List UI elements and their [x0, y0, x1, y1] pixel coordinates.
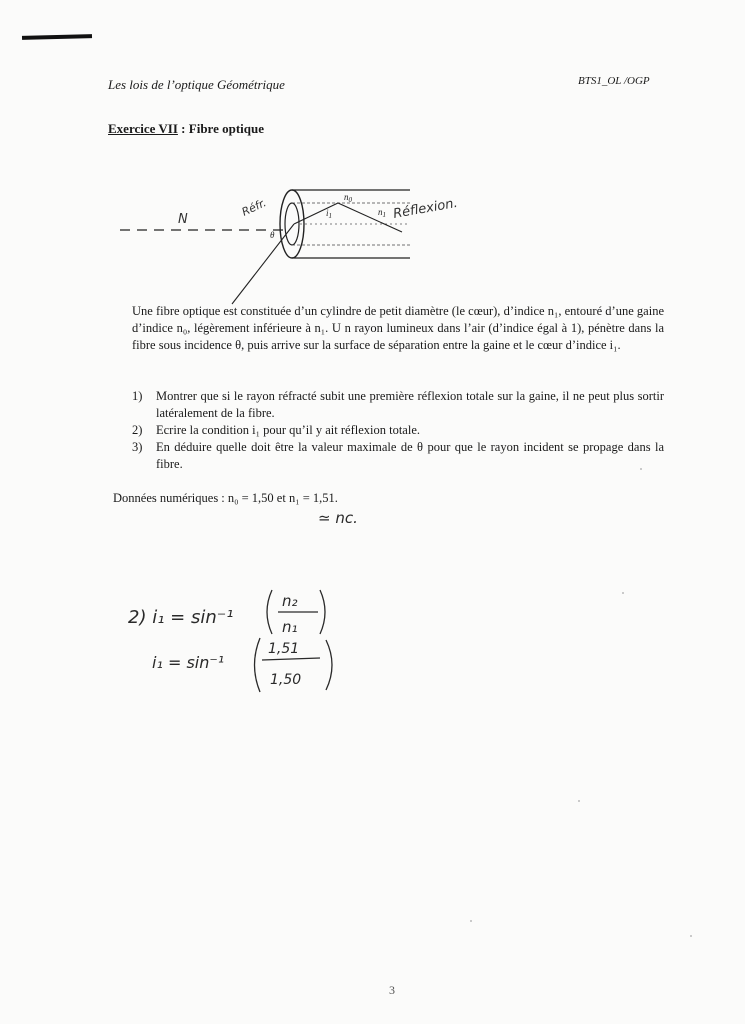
hand-refr: Réfr. [239, 196, 269, 219]
hand-line2-paren-right [326, 640, 332, 690]
header-course-title: Les lois de l’optique Géométrique [108, 77, 285, 92]
hand-N: N [178, 212, 188, 227]
question-text: Ecrire la condition i₁ pour qu’il y ait réflexion totale. [156, 423, 420, 437]
hand-line1-num: n₂ [282, 592, 298, 610]
question-number: 3) [132, 440, 143, 454]
exercise-topic: Fibre optique [188, 121, 265, 136]
hand-line1-den: n₁ [282, 618, 298, 636]
exercise-number: Exercice VII [108, 121, 178, 136]
label-n0: $n_0$ [344, 192, 352, 204]
scan-speck [640, 468, 642, 470]
hand-line1-paren-right [320, 590, 325, 634]
label-n1: $n_1$ [378, 207, 386, 219]
numerical-data: Données numériques : n₀ = 1,50 et n₁ = 1,51. [113, 491, 338, 505]
question-number: 1) [132, 389, 143, 403]
page-number: 3 [389, 983, 395, 997]
label-i1: $i_1$ [326, 208, 333, 220]
scan-speck [690, 935, 692, 937]
scan-speck [578, 800, 580, 802]
hand-line2-paren-left [255, 638, 261, 692]
hand-line2-den: 1,50 [270, 672, 302, 688]
hand-line2-prefix: i₁ = sin⁻¹ [152, 653, 225, 672]
scan-speck [622, 592, 624, 594]
hand-note-nc: ≃ nc. [318, 509, 358, 527]
scan-speck [470, 920, 472, 922]
header-class-code: BTS1_OL /OGP [578, 75, 650, 87]
hand-reflexion: Réflexion. [392, 195, 459, 222]
hand-line2-num: 1,51 [268, 641, 300, 657]
hand-line1-prefix: 2) i₁ = sin⁻¹ [128, 607, 234, 628]
question-text: En déduire quelle doit être la valeur maximale de θ pour que le rayon incident se propage dans la fibre. [156, 440, 664, 471]
label-theta: θ [270, 230, 275, 240]
exercise-intro: Une fibre optique est constituée d’un cylindre de petit diamètre (le cœur), d’indice n₁, entouré d’une gaine d’indice n₀, légèrement inférieure à n₁. U n rayon lumineux dans l’air (d’indice égal à 1), pénètre dans la fibre sous incidence θ, puis arrive sur la surface de séparation entre la gaine et le cœur d’indice i₁. [132, 304, 664, 352]
question-text: Montrer que si le rayon réfracté subit une première réflexion totale sur la gaine, il ne peut plus sortir latéralement de la fibre. [156, 389, 664, 420]
question-number: 2) [132, 423, 143, 437]
hand-line2-fraction-bar [262, 658, 320, 660]
exercise-separator: : [177, 121, 189, 136]
hand-line1-paren-left [267, 590, 272, 634]
